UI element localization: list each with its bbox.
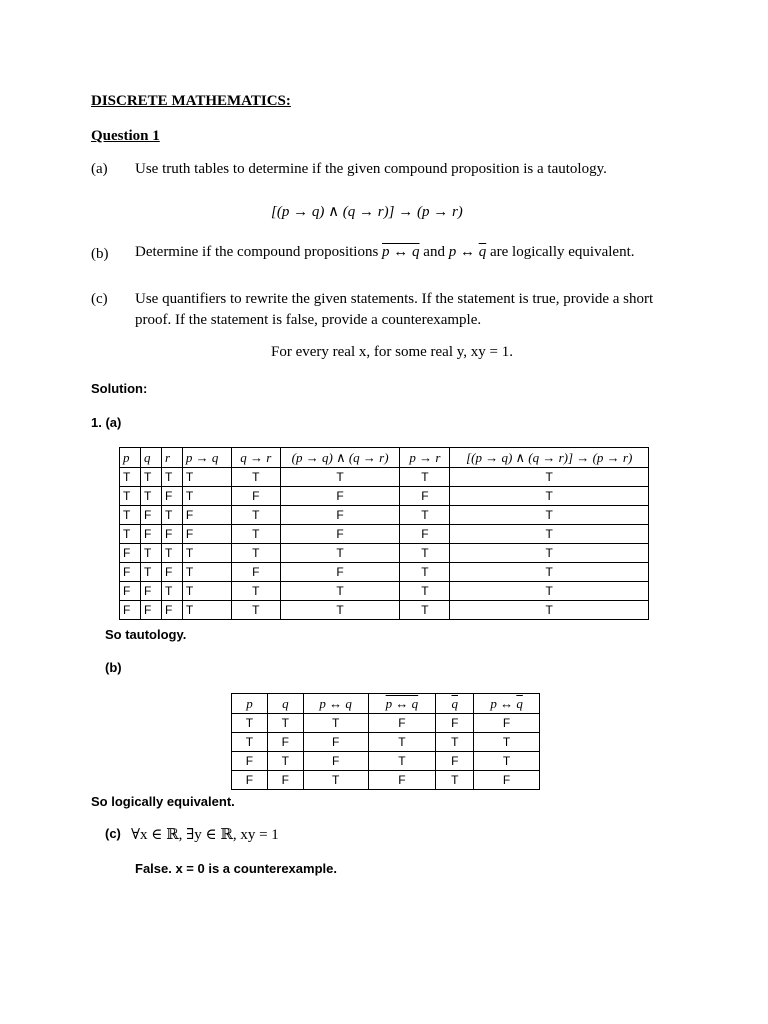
- document-title: DISCRETE MATHEMATICS:: [91, 93, 291, 109]
- table-cell: F: [280, 487, 400, 506]
- table-b-header-cell: [474, 694, 540, 714]
- table-cell: T: [232, 733, 268, 752]
- table-b-header-cell: $\overline{q}$: [436, 694, 474, 714]
- table-cell: T: [280, 601, 400, 620]
- table-cell: T: [232, 714, 268, 733]
- table-cell: T: [161, 544, 182, 563]
- table-cell: T: [120, 468, 141, 487]
- table-cell: T: [280, 582, 400, 601]
- table-cell: F: [231, 487, 280, 506]
- table-a-header-cell: (p → q) ∧ (q → r): [280, 448, 400, 468]
- table-row: [232, 714, 540, 733]
- table-a-header-cell: p: [120, 448, 141, 468]
- table-b-header-cell: q: [267, 694, 303, 714]
- table-row: [232, 733, 540, 752]
- table-a-header-cell: p → r: [400, 448, 450, 468]
- table-cell: T: [450, 506, 649, 525]
- table-cell: T: [436, 771, 474, 790]
- table-row: [120, 601, 649, 620]
- table-cell: F: [303, 733, 368, 752]
- table-cell: T: [182, 601, 231, 620]
- truth-table-b: [231, 693, 540, 790]
- solution-heading: Solution:: [91, 381, 148, 396]
- table-a-header-cell: q: [140, 448, 161, 468]
- table-cell: F: [140, 601, 161, 620]
- table-row: [120, 468, 649, 487]
- table-cell: T: [474, 733, 540, 752]
- table-cell: T: [231, 468, 280, 487]
- table-cell: F: [303, 752, 368, 771]
- table-cell: F: [368, 714, 436, 733]
- table-cell: T: [474, 752, 540, 771]
- table-cell: T: [400, 468, 450, 487]
- table-b-header-cell: p ↔ q: [303, 694, 368, 714]
- question-a-text: Use truth tables to determine if the given compound proposition is a tautology.: [135, 161, 607, 177]
- table-cell: T: [400, 563, 450, 582]
- table-cell: T: [450, 601, 649, 620]
- table-cell: F: [120, 563, 141, 582]
- table-cell: F: [400, 487, 450, 506]
- question-heading: Question 1: [91, 128, 160, 144]
- table-cell: F: [280, 525, 400, 544]
- table-cell: F: [161, 525, 182, 544]
- question-c-text: Use quantifiers to rewrite the given statements. If the statement is true, provide a short proof. If the statement is false, provide a counterexample.: [135, 291, 654, 328]
- table-cell: F: [474, 714, 540, 733]
- question-b-text-end: are logically equivalent.: [486, 244, 635, 260]
- table-row: [120, 487, 649, 506]
- table-cell: T: [161, 506, 182, 525]
- table-cell: T: [280, 468, 400, 487]
- table-cell: F: [140, 525, 161, 544]
- table-cell: T: [400, 601, 450, 620]
- table-cell: F: [231, 563, 280, 582]
- table-row: [120, 506, 649, 525]
- table-row: [232, 771, 540, 790]
- table-row: [120, 544, 649, 563]
- table-cell: T: [161, 468, 182, 487]
- table-cell: F: [161, 601, 182, 620]
- table-cell: T: [303, 714, 368, 733]
- table-cell: F: [474, 771, 540, 790]
- table-cell: F: [368, 771, 436, 790]
- table-cell: T: [182, 582, 231, 601]
- table-row: [120, 563, 649, 582]
- table-cell: F: [140, 582, 161, 601]
- question-a-formula: [(p → q) ∧ (q → r)] → (p → r): [271, 204, 463, 220]
- table-cell: F: [436, 752, 474, 771]
- table-a-header-cell: q → r: [231, 448, 280, 468]
- table-cell: T: [267, 714, 303, 733]
- table-cell: F: [120, 601, 141, 620]
- table-cell: T: [303, 771, 368, 790]
- part-c-formula: ∀x ∈ ℝ, ∃y ∈ ℝ, xy = 1: [131, 827, 279, 843]
- table-cell: T: [231, 506, 280, 525]
- table-row: [120, 525, 649, 544]
- table-cell: T: [231, 582, 280, 601]
- table-cell: F: [280, 506, 400, 525]
- question-a-label: (a): [91, 161, 108, 177]
- table-cell: F: [267, 771, 303, 790]
- question-b-label: (b): [91, 246, 109, 262]
- table-cell: T: [400, 506, 450, 525]
- table-cell: F: [182, 506, 231, 525]
- table-cell: T: [450, 468, 649, 487]
- table-cell: T: [182, 563, 231, 582]
- table-cell: T: [450, 544, 649, 563]
- table-cell: F: [161, 563, 182, 582]
- table-b-header-prefix: p ↔: [490, 695, 517, 711]
- question-b-text-start: Determine if the compound propositions: [135, 244, 383, 260]
- table-cell: T: [450, 525, 649, 544]
- table-cell: T: [182, 468, 231, 487]
- question-b-text-mid: and: [419, 244, 449, 260]
- table-cell: F: [267, 733, 303, 752]
- table-cell: F: [182, 525, 231, 544]
- table-cell: T: [120, 487, 141, 506]
- part-c-label: (c): [105, 826, 121, 841]
- part-a-label: 1. (a): [91, 415, 122, 430]
- table-cell: T: [120, 525, 141, 544]
- table-cell: F: [400, 525, 450, 544]
- table-cell: T: [182, 487, 231, 506]
- table-cell: T: [280, 544, 400, 563]
- truth-table-a-header: [120, 448, 649, 468]
- truth-table-a: [119, 447, 649, 620]
- part-a-conclusion: So tautology.: [105, 627, 187, 642]
- table-cell: F: [140, 506, 161, 525]
- question-c-statement: For every real x, for some real y, xy = 1.: [271, 344, 513, 360]
- table-cell: F: [280, 563, 400, 582]
- table-a-header-cell: p → q: [182, 448, 231, 468]
- table-cell: F: [232, 752, 268, 771]
- table-cell: F: [120, 582, 141, 601]
- table-b-header-cell: p ↔ q: [368, 694, 436, 714]
- table-a-header-cell: r: [161, 448, 182, 468]
- table-cell: T: [368, 733, 436, 752]
- table-cell: T: [231, 601, 280, 620]
- table-cell: T: [161, 582, 182, 601]
- table-cell: T: [400, 582, 450, 601]
- truth-table-b-header: [232, 694, 540, 714]
- table-cell: T: [231, 544, 280, 563]
- table-cell: T: [140, 563, 161, 582]
- table-cell: T: [231, 525, 280, 544]
- table-cell: T: [450, 487, 649, 506]
- table-cell: T: [267, 752, 303, 771]
- part-c-answer: False. x = 0 is a counterexample.: [135, 861, 337, 876]
- table-cell: T: [140, 468, 161, 487]
- table-b-header-cell: p: [232, 694, 268, 714]
- table-cell: T: [368, 752, 436, 771]
- table-a-header-cell: [(p → q) ∧ (q → r)] → (p → r): [450, 448, 649, 468]
- table-cell: T: [400, 544, 450, 563]
- table-cell: F: [436, 714, 474, 733]
- table-cell: T: [140, 487, 161, 506]
- table-cell: T: [182, 544, 231, 563]
- table-row: [232, 752, 540, 771]
- question-b-prop2-start: p ↔: [448, 244, 479, 260]
- table-cell: T: [450, 582, 649, 601]
- table-b-header-negated: $\overline{q}$: [516, 695, 523, 711]
- question-b-prop2-bar: $\overline{q}$: [478, 244, 487, 260]
- part-b-label: (b): [105, 660, 122, 675]
- table-cell: F: [232, 771, 268, 790]
- table-cell: T: [450, 563, 649, 582]
- question-c-label: (c): [91, 291, 108, 307]
- table-cell: F: [120, 544, 141, 563]
- table-cell: T: [436, 733, 474, 752]
- question-b-prop1: p ↔ q: [382, 244, 420, 260]
- table-cell: T: [120, 506, 141, 525]
- part-b-conclusion: So logically equivalent.: [91, 794, 235, 809]
- table-row: [120, 582, 649, 601]
- table-cell: F: [161, 487, 182, 506]
- question-b-text: [135, 244, 635, 261]
- table-cell: T: [140, 544, 161, 563]
